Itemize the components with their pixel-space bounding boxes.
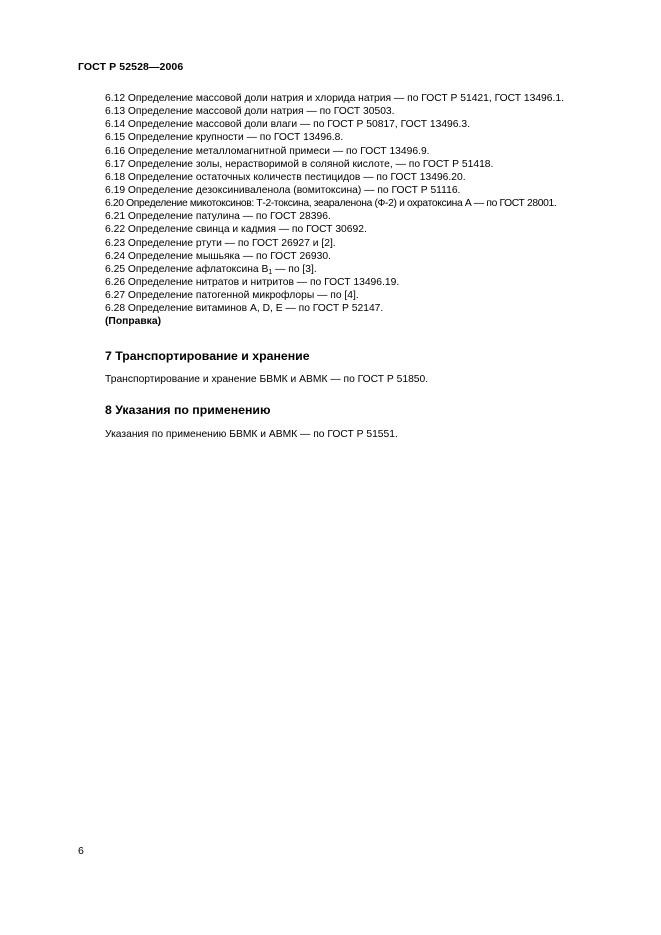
list-item: 6.21 Определение патулина — по ГОСТ 28396.: [105, 211, 331, 223]
subscript: 1: [268, 268, 273, 276]
list-item-text: — по [3].: [272, 263, 317, 275]
section-8-heading: 8 Указания по применению: [105, 403, 271, 417]
list-item: 6.16 Определение металломагнитной примеси — по ГОСТ 13496.9.: [105, 145, 430, 157]
list-item: 6.15 Определение крупности — по ГОСТ 13496.8.: [105, 132, 344, 144]
list-item: 6.27 Определение патогенной микрофлоры — по [4].: [105, 290, 359, 302]
list-item: 6.17 Определение золы, нерастворимой в соляной кислоте, — по ГОСТ Р 51418.: [105, 158, 494, 170]
list-item: 6.14 Определение массовой доли влаги — по ГОСТ Р 50817, ГОСТ 13496.3.: [105, 119, 470, 131]
list-item: 6.20 Определение микотоксинов: Т-2-токсина, зеараленона (Ф-2) и охратоксина А — по ГОСТ 28001.: [105, 198, 557, 210]
list-item: 6.18 Определение остаточных количеств пестицидов — по ГОСТ 13496.20.: [105, 171, 466, 183]
list-item: 6.26 Определение нитратов и нитритов — по ГОСТ 13496.19.: [105, 276, 400, 288]
list-item: 6.28 Определение витаминов А, D, Е — по ГОСТ Р 52147.: [105, 303, 384, 315]
section-8-text: Указания по применению БВМК и АВМК — по ГОСТ Р 51551.: [105, 429, 398, 440]
document-header: ГОСТ Р 52528—2006: [78, 61, 184, 73]
list-item: 6.22 Определение свинца и кадмия — по ГОСТ 30692.: [105, 224, 367, 236]
list-item: 6.24 Определение мышьяка — по ГОСТ 26930.: [105, 250, 331, 262]
list-item: 6.23 Определение ртути — по ГОСТ 26927 и [2].: [105, 237, 336, 249]
list-item: 6.19 Определение дезоксиниваленола (вомитоксина) — по ГОСТ Р 51116.: [105, 184, 461, 196]
list-item-text: 6.25 Определение афлатоксина B: [105, 263, 269, 275]
methods-list: [105, 92, 635, 329]
page-number: 6: [78, 845, 84, 857]
list-item-aflatoxin: [105, 263, 635, 276]
section-7-heading: 7 Транспортирование и хранение: [105, 349, 310, 363]
list-item: 6.13 Определение массовой доли натрия — по ГОСТ 30503.: [105, 106, 395, 118]
section-7-text: Транспортирование и хранение БВМК и АВМК — по ГОСТ Р 51850.: [105, 374, 429, 385]
list-item: 6.12 Определение массовой доли натрия и хлорида натрия — по ГОСТ Р 51421, ГОСТ 13496.1.: [105, 93, 564, 104]
amendment-note: (Поправка): [105, 316, 161, 328]
